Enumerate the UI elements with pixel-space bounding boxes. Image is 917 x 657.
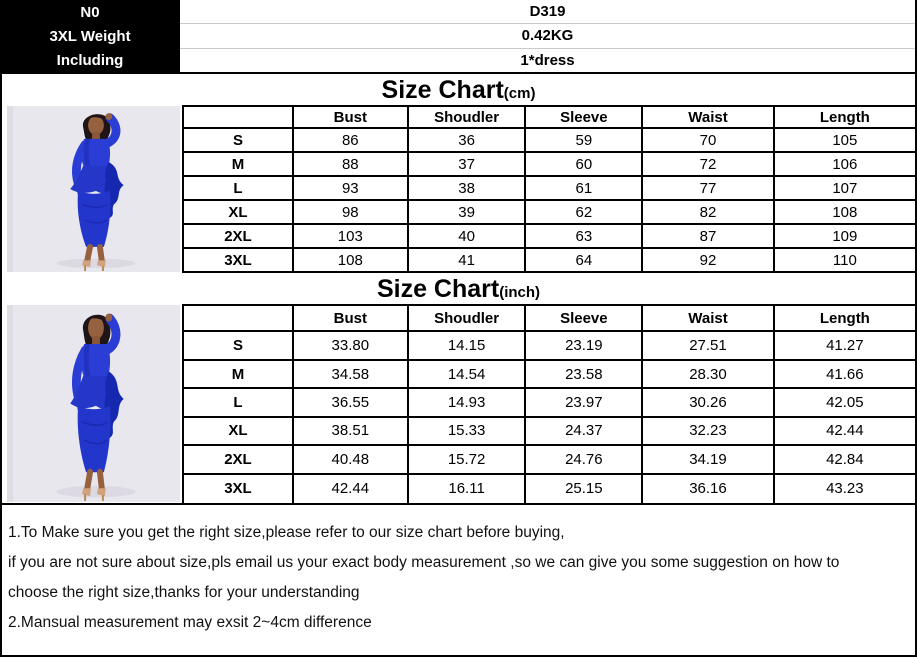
table-row	[182, 475, 915, 503]
cell-bust: 34.58	[292, 361, 407, 389]
cell-length: 106	[773, 153, 915, 177]
table-row	[182, 201, 915, 225]
header-cell-size	[182, 304, 292, 332]
note-line-4: 2.Mansual measurement may exsit 2~4cm difference	[8, 614, 372, 631]
table-row	[182, 361, 915, 389]
cell-waist: 82	[641, 201, 772, 225]
header-cell-shoulder: Shoudler	[407, 304, 525, 332]
header-cell-length: Length	[773, 304, 915, 332]
size-label: XL	[182, 418, 292, 446]
size-chart-cm-title	[2, 74, 915, 105]
cell-bust: 36.55	[292, 389, 407, 417]
cell-bust: 98	[292, 201, 407, 225]
cell-waist: 36.16	[641, 475, 772, 503]
table-row	[182, 446, 915, 474]
cell-waist: 30.26	[641, 389, 772, 417]
cell-sleeve: 64	[524, 249, 641, 273]
cell-sleeve: 24.76	[524, 446, 641, 474]
table-row	[182, 153, 915, 177]
cell-shoulder: 14.93	[407, 389, 525, 417]
size-label: 2XL	[182, 225, 292, 249]
cell-shoulder: 14.54	[407, 361, 525, 389]
cell-length: 42.44	[773, 418, 915, 446]
cell-sleeve: 24.37	[524, 418, 641, 446]
size-chart-inch-unit: (inch)	[499, 284, 541, 301]
cell-sleeve: 61	[524, 177, 641, 201]
size-label: 3XL	[182, 249, 292, 273]
header-cell-length: Length	[773, 105, 915, 129]
cell-shoulder: 36	[407, 129, 525, 153]
cell-shoulder: 16.11	[407, 475, 525, 503]
size-chart-cm-unit: (cm)	[503, 85, 536, 102]
cell-shoulder: 15.72	[407, 446, 525, 474]
cell-waist: 70	[641, 129, 772, 153]
cell-shoulder: 40	[407, 225, 525, 249]
cell-length: 42.84	[773, 446, 915, 474]
table-row	[182, 249, 915, 273]
cell-length: 109	[773, 225, 915, 249]
info-value-no: D319	[529, 3, 566, 21]
cell-bust: 88	[292, 153, 407, 177]
size-label: S	[182, 332, 292, 360]
size-chart-cm-table	[182, 105, 915, 273]
info-value-including: 1*dress	[180, 48, 915, 72]
cell-shoulder: 14.15	[407, 332, 525, 360]
table-header-row	[182, 105, 915, 129]
cell-length: 105	[773, 129, 915, 153]
product-photo-inch	[2, 304, 182, 503]
size-chart-cm-title-text: Size Chart	[381, 76, 504, 104]
header-cell-size	[182, 105, 292, 129]
table-row	[182, 225, 915, 249]
size-label: S	[182, 129, 292, 153]
table-row	[182, 389, 915, 417]
size-label: XL	[182, 201, 292, 225]
cell-sleeve: 59	[524, 129, 641, 153]
cell-bust: 103	[292, 225, 407, 249]
cell-shoulder: 37	[407, 153, 525, 177]
cell-bust: 33.80	[292, 332, 407, 360]
cell-shoulder: 39	[407, 201, 525, 225]
header-cell-sleeve: Sleeve	[524, 304, 641, 332]
cell-length: 108	[773, 201, 915, 225]
cell-sleeve: 25.15	[524, 475, 641, 503]
cell-waist: 28.30	[641, 361, 772, 389]
cell-waist: 72	[641, 153, 772, 177]
table-row	[182, 177, 915, 201]
product-photo-cm	[2, 105, 182, 273]
cell-sleeve: 60	[524, 153, 641, 177]
size-chart-inch-title-text: Size Chart	[376, 275, 500, 303]
table-row	[182, 418, 915, 446]
note-line-2: if you are not sure about size,pls email us your exact body measurement ,so we can give you some suggestion on how to	[8, 554, 840, 571]
header-cell-bust: Bust	[292, 105, 407, 129]
note-line-1: 1.To Make sure you get the right size,please refer to our size chart before buying,	[8, 524, 565, 541]
cell-bust: 86	[292, 129, 407, 153]
info-label-including: Including	[56, 51, 124, 69]
cell-waist: 34.19	[641, 446, 772, 474]
info-label-weight: 3XL Weight	[49, 27, 131, 45]
cell-sleeve: 63	[524, 225, 641, 249]
size-chart-inch-table	[182, 304, 915, 503]
cell-length: 42.05	[773, 389, 915, 417]
cell-waist: 32.23	[641, 418, 772, 446]
size-label: L	[182, 389, 292, 417]
cell-bust: 42.44	[292, 475, 407, 503]
cell-bust: 93	[292, 177, 407, 201]
table-header-row	[182, 304, 915, 332]
cell-waist: 27.51	[641, 332, 772, 360]
header-cell-bust: Bust	[292, 304, 407, 332]
cell-bust: 38.51	[292, 418, 407, 446]
size-label: 2XL	[182, 446, 292, 474]
header-cell-shoulder: Shoudler	[407, 105, 525, 129]
info-label-no: N0	[80, 3, 100, 21]
product-photo-illustration	[7, 305, 180, 502]
product-photo-illustration	[7, 106, 180, 272]
cell-length: 107	[773, 177, 915, 201]
cell-bust: 40.48	[292, 446, 407, 474]
cell-shoulder: 38	[407, 177, 525, 201]
size-label: M	[182, 361, 292, 389]
cell-waist: 77	[641, 177, 772, 201]
table-row	[182, 332, 915, 360]
cell-sleeve: 23.58	[524, 361, 641, 389]
size-label: L	[182, 177, 292, 201]
note-line-3: choose the right size,thanks for your understanding	[8, 584, 360, 601]
cell-waist: 87	[641, 225, 772, 249]
header-cell-sleeve: Sleeve	[524, 105, 641, 129]
cell-length: 41.66	[773, 361, 915, 389]
product-info-values	[180, 0, 915, 72]
cell-sleeve: 23.19	[524, 332, 641, 360]
size-label: 3XL	[182, 475, 292, 503]
size-chart-inch-title	[2, 273, 915, 304]
cell-bust: 108	[292, 249, 407, 273]
cell-shoulder: 15.33	[407, 418, 525, 446]
product-info-table	[0, 0, 917, 72]
size-chart-box	[0, 72, 917, 657]
table-row	[182, 129, 915, 153]
cell-sleeve: 62	[524, 201, 641, 225]
info-value-weight: 0.42KG	[180, 23, 915, 47]
size-chart-inch-section	[2, 304, 915, 503]
cell-length: 43.23	[773, 475, 915, 503]
header-cell-waist: Waist	[641, 105, 772, 129]
cell-sleeve: 23.97	[524, 389, 641, 417]
sizing-notes	[2, 503, 915, 655]
product-info-labels	[0, 0, 180, 72]
cell-shoulder: 41	[407, 249, 525, 273]
size-chart-cm-section	[2, 105, 915, 273]
cell-length: 41.27	[773, 332, 915, 360]
cell-waist: 92	[641, 249, 772, 273]
size-label: M	[182, 153, 292, 177]
cell-length: 110	[773, 249, 915, 273]
header-cell-waist: Waist	[641, 304, 772, 332]
